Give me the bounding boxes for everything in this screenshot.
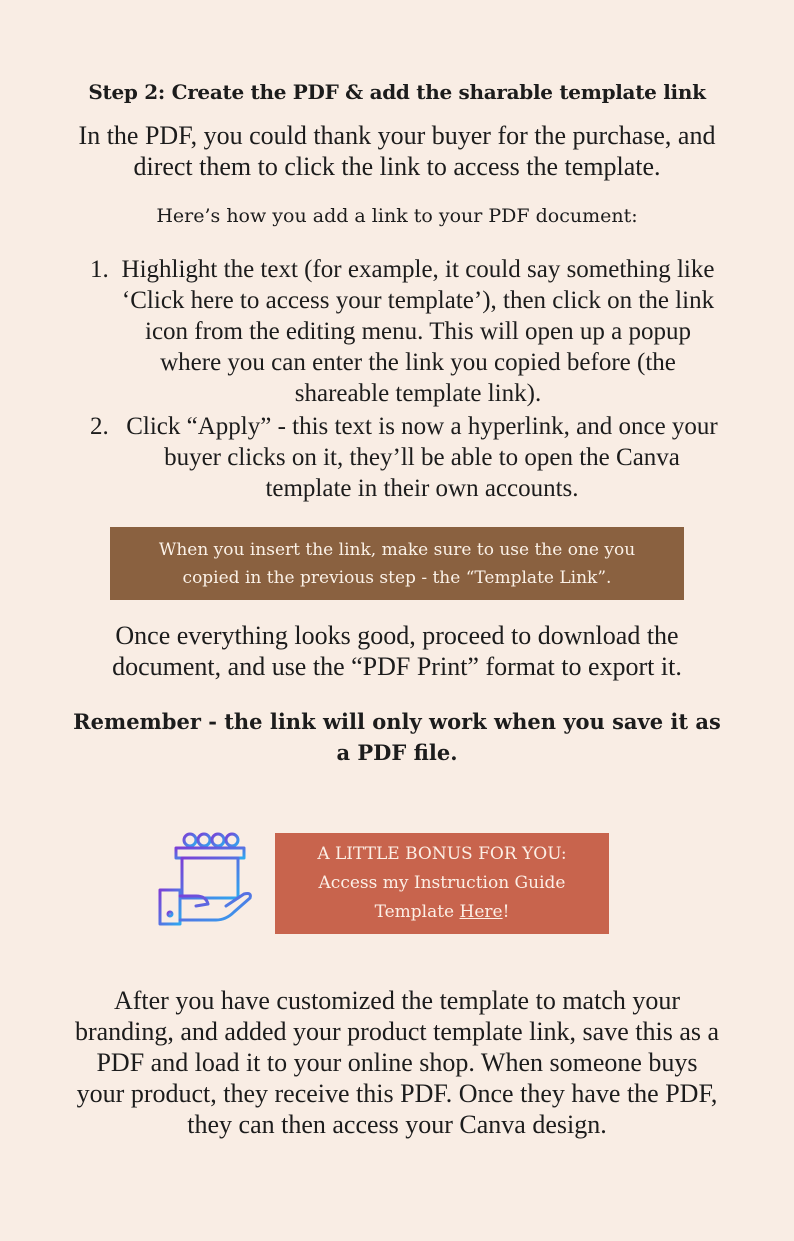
list-item-number: 2. [90,413,109,440]
bonus-callout [275,833,609,934]
howto-subheading: Here’s how you add a link to your PDF document: [156,205,638,227]
steps-list [90,254,720,506]
list-item [90,411,720,504]
bonus-line-3 [375,898,510,927]
bonus-line-3-prefix: Template [374,902,460,922]
remember-paragraph: Remember - the link will only work when you save it as a PDF file. [73,709,721,765]
note-callout [110,527,684,600]
note-text: When you insert the link, make sure to use the one you copied in the previous step - the “Template Link”. [158,539,636,588]
intro-paragraph: In the PDF, you could thank your buyer for the purchase, and direct them to click the link to access the template. [78,121,716,181]
bonus-line-3-suffix: ! [502,902,510,922]
list-item-text: Highlight the text (for example, it could say something like ‘Click here to access your template’), then click on the link icon from the editing menu. This will open up a popup where you can enter the link you copied before (the shareable template link). [121,256,715,407]
list-item [90,254,720,409]
once-paragraph: Once everything looks good, proceed to download the document, and use the “PDF Print” format to export it. [112,621,682,681]
after-paragraph: After you have customized the template to match your branding, and added your product template link, save this as a PDF and load it to your online shop. When someone buys your product, they receive this PDF. Once they have the PDF, they can then access your Canva design. [74,986,720,1139]
list-item-text: Click “Apply” - this text is now a hyperlink, and once your buyer clicks on it, they’ll be able to open the Canva template in their own accounts. [126,413,718,502]
bonus-line-1: A LITTLE BONUS FOR YOU: [317,844,567,864]
bonus-line-2: Access my Instruction Guide [318,873,566,893]
list-item-number: 1. [90,256,109,283]
gift-hand-icon [156,830,256,930]
step-heading: Step 2: Create the PDF & add the sharable template link [88,80,706,104]
bonus-here-link[interactable]: Here [459,902,503,922]
